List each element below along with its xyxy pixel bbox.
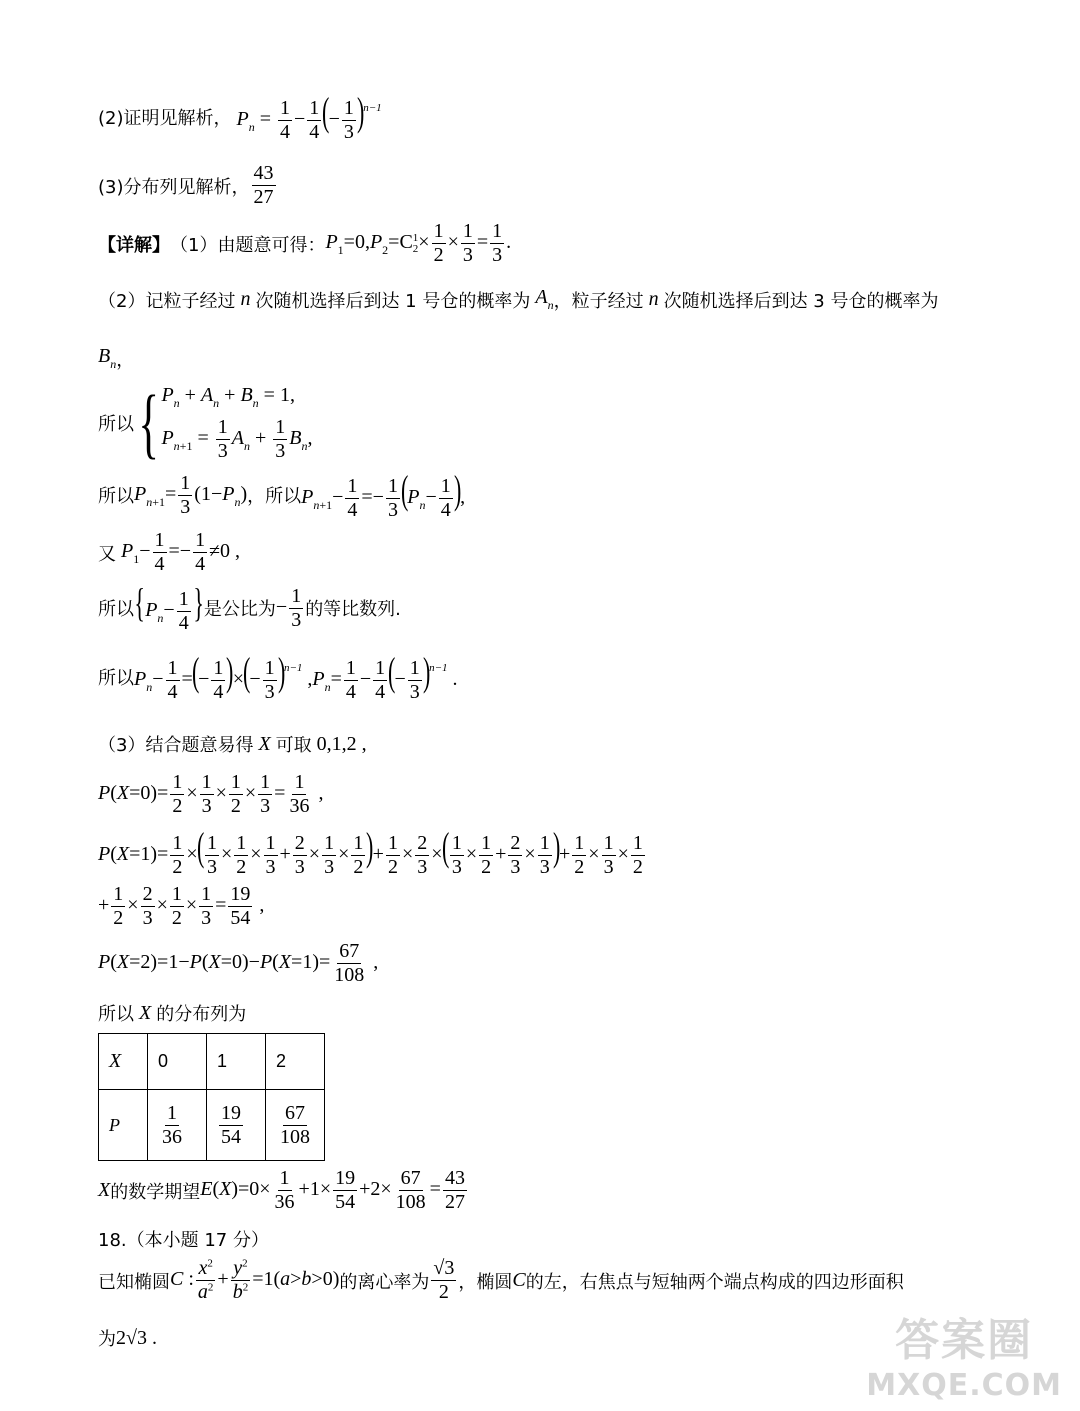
question-18-text-cont: 为 2√3 .	[98, 1326, 157, 1350]
table-header-x: X	[99, 1034, 148, 1090]
x-values: 0,1,2	[316, 732, 357, 755]
answer-part2-label: (2)证明见解析，	[98, 108, 232, 130]
initial-value-line: 又 $P_1-$ $\frac{1}{4}$ =− $\frac{1}{4}$ ≠0 ,	[98, 529, 241, 575]
p-x-0: P(X=0)= $\frac{1}{2}$ × $\frac{1}{3}$ × $\frac{1}{2}$ × $\frac{1}{3}$ = $\frac{1}{36}$ ,	[98, 771, 324, 817]
expectation-line: X 的数学期望 E(X)=0× $\frac{1}{36}$ +1× $\frac{19}{54}$ +2× $\frac{67}{108}$ = $\frac{43}{27}$	[98, 1167, 465, 1213]
text-segment: 的离心率为	[339, 1271, 430, 1293]
text-segment: 是公比为	[203, 599, 276, 621]
recurrence-line: 所以 $P_{n+1}=$ $\frac{1}{3}$ $(1-P_n)$ ，所以 $P_{n+1}-$ $\frac{1}{4}$ =− $\frac{1}{3}$ ($P_n-$ $\frac{1}{4}$ ),	[98, 467, 466, 521]
pn-formula-line: 所以 $P_n-$ $\frac{1}{4}$ =(− $\frac{1}{4}$ )×(− $\frac{1}{3}$ )$^{n-1}$ $,P_n=$ $\frac{1}{4}$ − $\frac{1}{4}$ (− $\frac{1}{3}$ )$^{n-1}$ .	[98, 649, 458, 703]
question-number: 18.（本小题 17 分）	[98, 1230, 269, 1251]
text-segment: 可取	[275, 735, 312, 756]
text-segment: 次随机选择后到达 1 号仓的概率为	[255, 290, 531, 312]
watermark-logo	[866, 1304, 1062, 1403]
p-x-1: P(X=1)= $\frac{1}{2}$ ×( $\frac{1}{3}$ × $\frac{1}{2}$ × $\frac{1}{3}$ + $\frac{2}{3}$ × $\frac{1}{3}$ × $\frac{1}{2}$ )+ $\frac{1}{2}$ × $\frac{2}{3}$ ×( $\frac{1}{3}$ × $\frac{1}{2}$ + $\frac{2}{3}$ × $\frac{1}{3}$ )+ $\frac{1}{2}$ × $\frac{1}{3}$ × $\frac{1}{2}$	[98, 824, 643, 878]
detail-part2-line1: （2）记粒子经过 n 次随机选择后到达 1 号仓的概率为 $A_n$ ，粒子经过 n 次随机选择后到达 3 号仓的概率为	[98, 286, 939, 312]
text-segment: 为	[98, 1329, 116, 1350]
question-18-text: 已知椭圆 C : $\frac{x^2}{a^2}$ + $\frac{y^2}{b^2}$ =1(a>b>0) 的离心率为 $\frac{√3}{2}$ ，椭圆 C 的左，右焦点与短轴两个端点构成的四边形面积	[98, 1257, 904, 1303]
detail-part2-line2: $B_n$ ，	[98, 345, 135, 371]
text-segment: 的分布列为	[156, 1004, 247, 1025]
watermark-line1: 答案圈	[895, 1315, 1034, 1366]
text-segment: 的等比数列.	[305, 599, 401, 621]
answer-part3	[98, 163, 278, 208]
dist-intro: 所以 X 的分布列为	[98, 1001, 247, 1025]
text-segment: 次随机选择后到达 3 号仓的概率为	[663, 290, 939, 312]
formula-expectation-answer: $\frac{43}{27}$	[253, 162, 274, 208]
answer-part3-label: (3)分布列见解析，	[98, 176, 250, 198]
answer-part2	[98, 89, 382, 143]
text-segment: 又	[98, 543, 116, 565]
distribution-table	[98, 1033, 325, 1161]
table-cell: $\frac{67}{108}$	[266, 1090, 325, 1161]
formula-pn: $P_n$ = $\frac{1}{4}$ − $\frac{1}{4}$ (− $\frac{1}{3}$ )$^{n-1}$	[236, 89, 382, 143]
table-cell: $\frac{1}{36}$	[148, 1090, 207, 1161]
detail-head: 【详解】	[98, 234, 170, 256]
detail-part3-line1: （3）结合题意易得 X 可取 0,1,2 ,	[98, 732, 367, 756]
p-x-2: P(X=2)=1−P(X=0)−P(X=1)= $\frac{67}{108}$ ,	[98, 940, 379, 986]
table-cell: 2	[266, 1034, 325, 1090]
text-segment: 所以	[98, 1004, 134, 1025]
table-cell: $\frac{19}{54}$	[207, 1090, 266, 1161]
p-x-1-cont: + $\frac{1}{2}$ × $\frac{2}{3}$ × $\frac{1}{2}$ × $\frac{1}{3}$ = $\frac{19}{54}$ ,	[98, 883, 265, 929]
formula-p1-p2: $P_1=0,P_2=C$ 1 2 × $\frac{1}{2}$ × $\frac{1}{3}$ = $\frac{1}{3}$ .	[325, 220, 512, 266]
text-segment: 的数学期望	[110, 1181, 201, 1203]
text-segment: （2）记粒子经过	[98, 290, 236, 312]
text-segment: 所以	[98, 486, 134, 508]
table-cell: 1	[207, 1034, 266, 1090]
watermark-line2: MXQE.COM	[866, 1368, 1062, 1403]
table-header-p: P	[99, 1090, 148, 1161]
text-segment: ，粒子经过	[553, 290, 644, 312]
question-18-head	[98, 1226, 269, 1252]
detail-part1	[98, 221, 511, 266]
text-segment: ，所以	[247, 486, 302, 508]
text-segment: 所以	[98, 599, 134, 621]
text-segment: 已知椭圆	[98, 1271, 170, 1293]
table-row	[99, 1034, 325, 1090]
system-of-equations: 所以 { $P_n + A_n + B_n = 1$, $P_{n+1}$ = $\frac{1}{3}$ $A_n$ + $\frac{1}{3}$ $B_n$,	[98, 379, 313, 466]
text-segment: 所以	[98, 414, 134, 435]
text-segment: 所以	[98, 668, 134, 690]
text-segment: （3）结合题意易得	[98, 735, 254, 756]
table-cell: 0	[148, 1034, 207, 1090]
detail-part1-text: （1）由题意可得：	[170, 234, 326, 256]
text-segment: ，椭圆	[458, 1271, 513, 1293]
geometric-seq-line: 所以 {$P_n-$ $\frac{1}{4}$ } 是公比为 − $\frac{1}{3}$ 的等比数列.	[98, 580, 401, 634]
table-row	[99, 1090, 325, 1161]
text-segment: 的左，右焦点与短轴两个端点构成的四边形面积	[525, 1271, 904, 1293]
text-segment: ，	[116, 349, 135, 371]
